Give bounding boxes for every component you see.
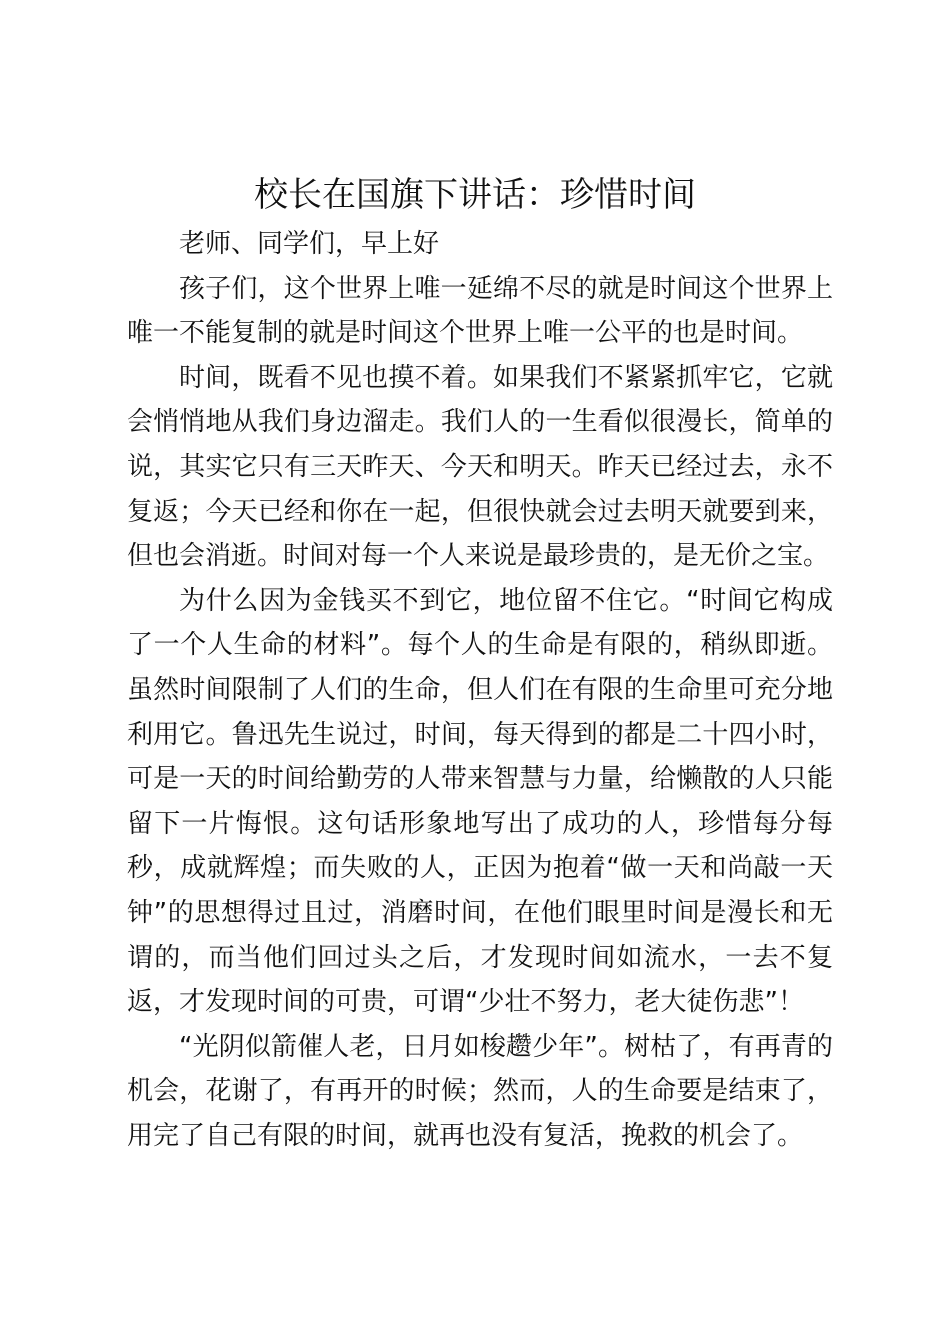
body-paragraph: “光阴似箭催人老，日月如梭趱少年”。树枯了，有再青的机会，花谢了，有再开的时候；然而，人的生命要是结束了，用完了自己有限的时间，就再也没有复活，挽救的机会了。	[127, 1031, 833, 1151]
body-paragraph: 孩子们，这个世界上唯一延绵不尽的就是时间这个世界上唯一不能复制的就是时间这个世界上唯一公平的也是时间。	[127, 273, 833, 349]
greeting-paragraph: 老师、同学们，早上好	[179, 229, 440, 259]
document-body	[127, 222, 833, 1158]
body-paragraph: 时间，既看不见也摸不着。如果我们不紧紧抓牢它，它就会悄悄地从我们身边溜走。我们人的一生看似很漫长，简单的说，其实它只有三天昨天、今天和明天。昨天已经过去，永不复返；今天已经和你在一起，但很快就会过去明天就要到来，但也会消逝。时间对每一个人来说是最珍贵的，是无价之宝。	[127, 362, 833, 572]
document-title: 校长在国旗下讲话：珍惜时间	[254, 175, 696, 215]
body-paragraph: 为什么因为金钱买不到它，地位留不住它。“时间它构成了一个人生命的材料”。每个人的生命是有限的，稍纵即逝。虽然时间限制了人们的生命，但人们在有限的生命里可充分地利用它。鲁迅先生说过，时间，每天得到的都是二十四小时，可是一天的时间给勤劳的人带来智慧与力量，给懒散的人只能留下一片悔恨。这句话形象地写出了成功的人，珍惜每分每秒，成就辉煌；而失败的人，正因为抱着“做一天和尚敲一天钟”的思想得过且过，消磨时间，在他们眼里时间是漫长和无谓的，而当他们回过头之后，才发现时间如流水，一去不复返，才发现时间的可贵，可谓“少壮不努力，老大徒伤悲”！	[127, 585, 833, 1018]
